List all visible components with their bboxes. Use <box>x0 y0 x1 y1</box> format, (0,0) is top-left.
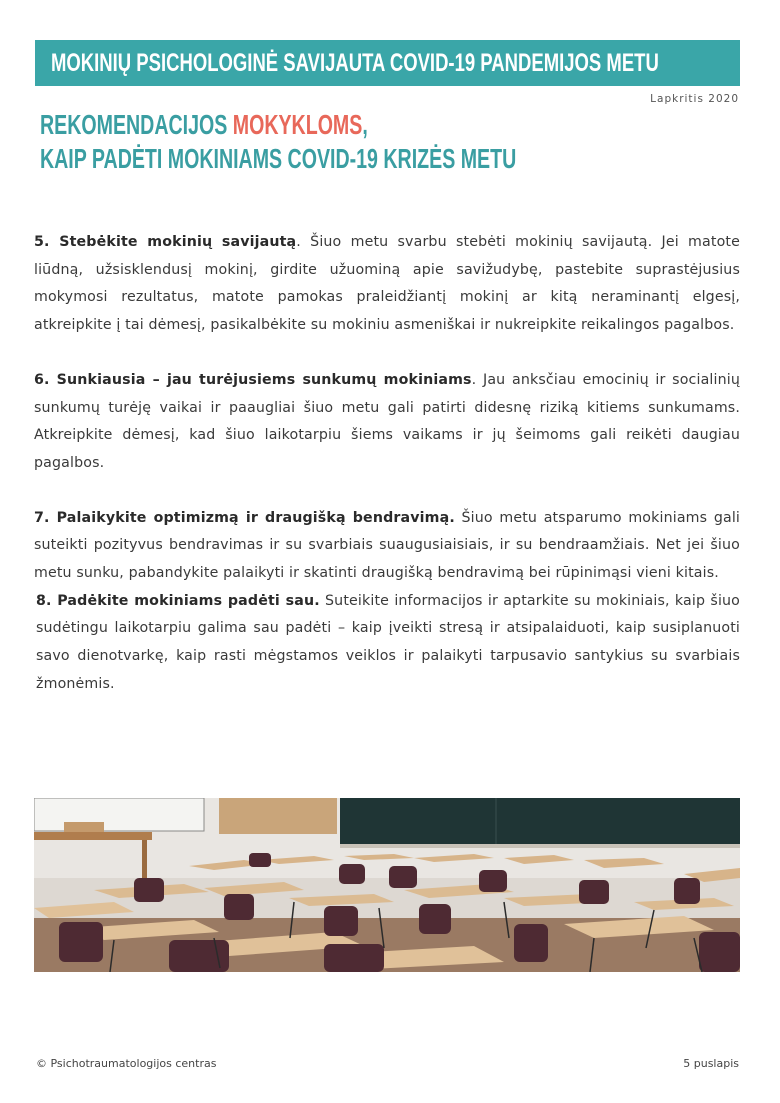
recommendations-list <box>34 229 740 699</box>
recommendation-body: . Šiuo metu svarbu stebėti mokinių savijautą. Jei matote liūdną, užsisklendusį mokinį, girdite užuominą apie savižudybę, pastebite suprastėjusius mokymosi rezultatus, matote pamokas praleidžiantį mokinį ar kitą neraminantį elgesį, atkreipkite į tai dėmesį, pasikalbėkite su mokiniu asmeniškai ir nukreipkite reikalingos pagalbos. <box>34 234 740 334</box>
subtitle-line-1 <box>40 108 516 142</box>
recommendation-body: Šiuo metu atsparumo mokiniams gali suteikti pozityvus bendravimas ir su svarbiais suaugusiaisiais, ir su bendraamžiais. Net jei šiuo metu sunku, pabandykite palaikyti ir skatinti draugišką bendravimą bei rūpinimąsi vieni kitais. <box>34 509 741 582</box>
page-number: 5 puslapis <box>683 1057 739 1070</box>
classroom-photo <box>34 798 740 972</box>
subtitle-line-2: KAIP PADĖTI MOKINIAMS COVID-19 KRIZĖS METU <box>40 143 517 174</box>
recommendation-item <box>34 588 740 699</box>
footer-copyright: © Psichotraumatologijos centras <box>36 1057 217 1070</box>
classroom-illustration <box>34 798 740 972</box>
subtitle-accent: MOKYKLOMS <box>232 109 363 140</box>
publication-date: Lapkritis 2020 <box>650 93 739 105</box>
subtitle-comma: , <box>362 109 368 140</box>
header-banner <box>35 40 740 86</box>
recommendation-body: . Jau anksčiau emocinių ir socialinių sunkumų turėję vaikai ir paaugliai šiuo metu gali patirti didesnę riziką kitiems sunkumams. Atkreipkite dėmesį, kad šiuo laikotarpiu šiems vaikams ir jų šeimoms gali reikėti daugiau pagalbos. <box>34 371 740 471</box>
section-subtitle <box>40 108 516 176</box>
recommendation-heading: 5. Stebėkite mokinių savijautą <box>34 234 297 250</box>
recommendation-item <box>34 229 740 340</box>
recommendation-heading: 7. Palaikykite optimizmą ir draugišką bendravimą. <box>34 509 455 526</box>
recommendation-heading: 6. Sunkiausia – jau turėjusiems sunkumų mokiniams <box>34 371 472 388</box>
recommendation-heading: 8. Padėkite mokiniams padėti sau. <box>36 592 320 609</box>
recommendation-item <box>34 505 740 588</box>
subtitle-text: REKOMENDACIJOS <box>40 109 233 140</box>
recommendation-body: Suteikite informacijos ir aptarkite su mokiniais, kaip šiuo sudėtingu laikotarpiu galima sau padėti – kaip įveikti stresą ir atsipalaiduoti, kaip susiplanuoti savo dienotvarkę, kaip rasti mėgstamos veiklos ir palaikyti tarpusavio santykius su svarbiais žmonėmis. <box>36 592 741 692</box>
recommendation-item <box>34 367 740 478</box>
document-title: MOKINIŲ PSICHOLOGINĖ SAVIJAUTA COVID-19 PANDEMIJOS METU <box>51 48 659 77</box>
